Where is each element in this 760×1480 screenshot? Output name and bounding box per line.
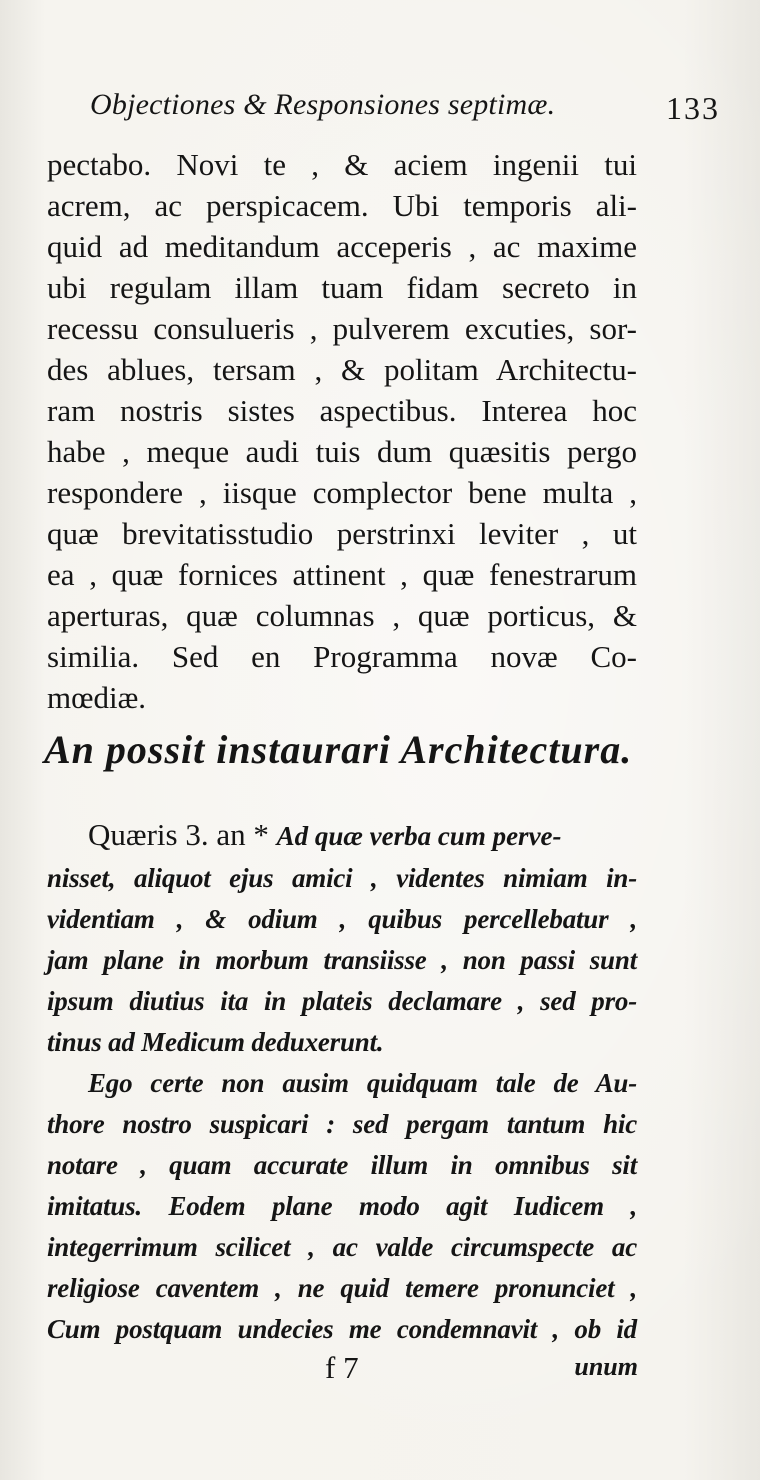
text-line: ram nostris sistes aspectibus. Interea hoc xyxy=(47,393,637,428)
text-line: thore nostro suspicari : sed pergam tantum hic xyxy=(47,1109,637,1139)
text-line: religiose caventem , ne quid temere pronunciet , xyxy=(47,1273,637,1303)
text-line: ubi regulam illam tuam fidam secreto in xyxy=(47,270,637,305)
page-number: 133 xyxy=(666,90,720,126)
text-line: mœdiæ. xyxy=(47,680,147,715)
text-line: des ablues, tersam , & politam Architectu- xyxy=(47,352,637,387)
text-line: recessu consulueris , pulverem excuties, sor- xyxy=(47,311,637,346)
text-line: jam plane in morbum transiisse , non passi sunt xyxy=(47,945,637,975)
text-line: integerrimum scilicet , ac valde circumspecte ac xyxy=(47,1232,637,1262)
text-line: similia. Sed en Programma novæ Co- xyxy=(47,639,637,674)
quoted-text: Ad quæ verba cum perve- xyxy=(276,821,562,851)
text-line: pectabo. Novi te , & aciem ingenii tui xyxy=(47,147,637,182)
text-line xyxy=(88,815,637,856)
text-line: ea , quæ fornices attinent , quæ fenestrarum xyxy=(47,557,637,592)
text-line: tinus ad Medicum deduxerunt. xyxy=(47,1027,384,1057)
catchword: unum xyxy=(574,1352,638,1381)
section-heading: An possit instaurari Architectura. xyxy=(44,727,633,772)
text-line: quid ad meditandum acceperis , ac maxime xyxy=(47,229,637,264)
text-line: videntiam , & odium , quibus percellebatur , xyxy=(47,904,637,934)
quaeris-text: Quæris 3. an * xyxy=(88,817,269,852)
text-line: respondere , iisque complector bene multa , xyxy=(47,475,637,510)
text-line: notare , quam accurate illum in omnibus sit xyxy=(47,1150,637,1180)
text-line: Cum postquam undecies me condemnavit , ob id xyxy=(47,1314,637,1344)
signature-mark: f 7 xyxy=(325,1350,359,1385)
text-line: aperturas, quæ columnas , quæ porticus, & xyxy=(47,598,637,633)
text-line: imitatus. Eodem plane modo agit Iudicem , xyxy=(47,1191,637,1221)
text-line: acrem, ac perspicacem. Ubi temporis ali- xyxy=(47,188,637,223)
text-line: nisset, aliquot ejus amici , videntes nimiam in- xyxy=(47,863,637,893)
text-line: quæ brevitatisstudio perstrinxi leviter , ut xyxy=(47,516,637,551)
text-line: ipsum diutius ita in plateis declamare , sed pro- xyxy=(47,986,637,1016)
running-head: Objectiones & Responsiones septimæ. xyxy=(90,88,556,121)
page-header xyxy=(90,88,720,138)
text-line: Ego certe non ausim quidquam tale de Au- xyxy=(88,1068,637,1098)
text-line: habe , meque audi tuis dum quæsitis pergo xyxy=(47,434,637,469)
